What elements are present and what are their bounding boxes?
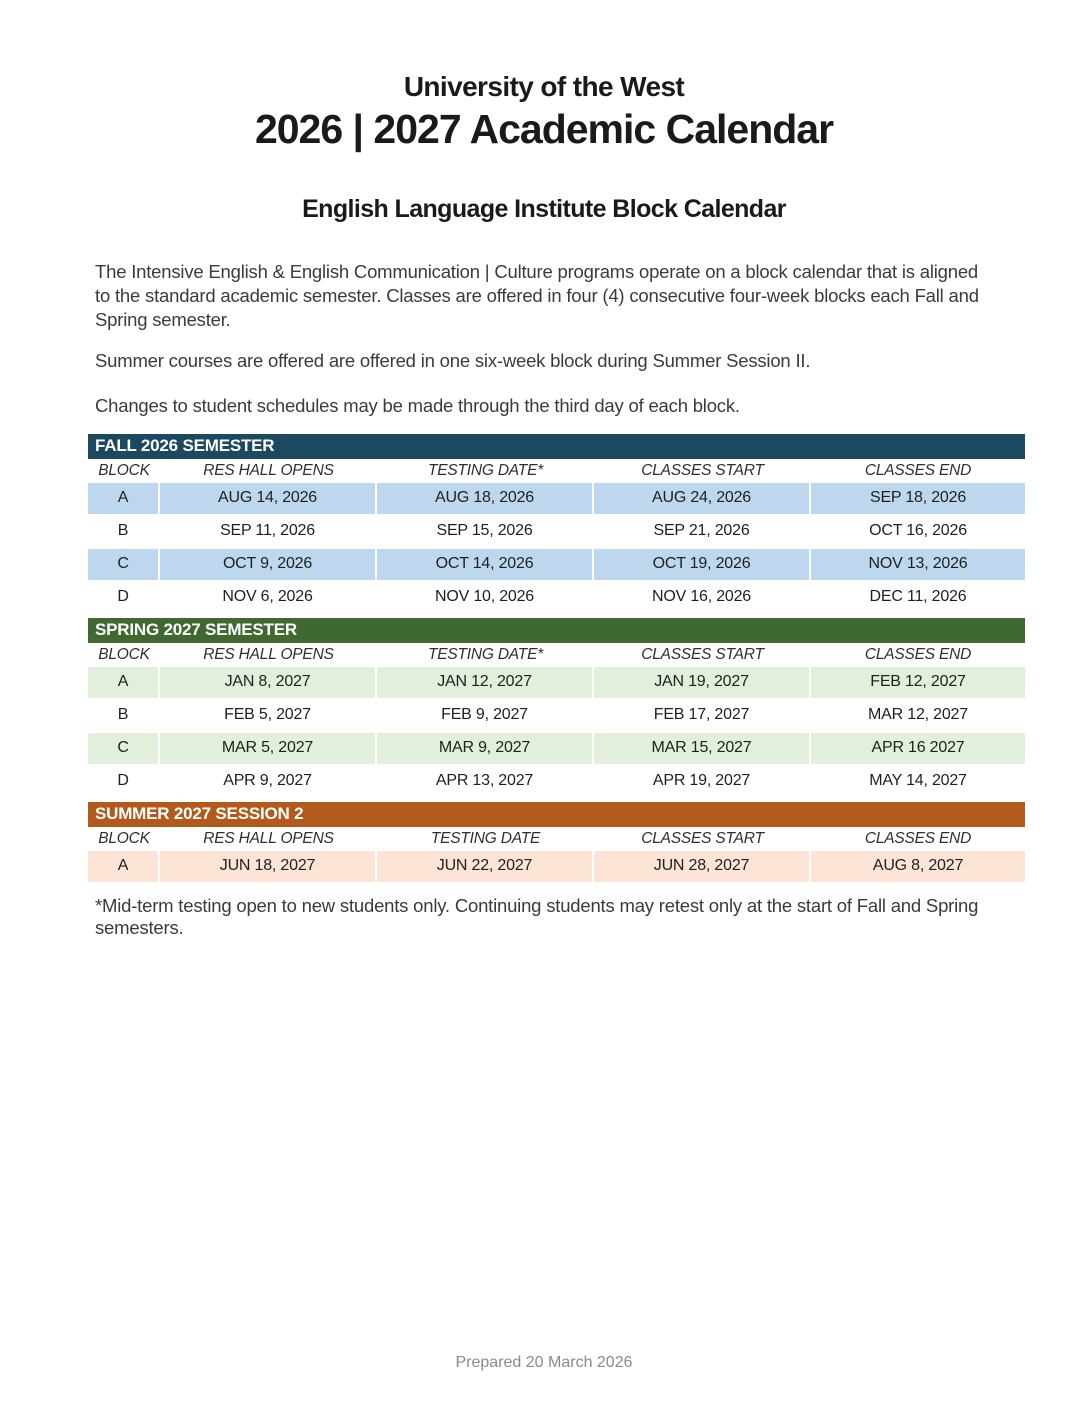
column-header-classes-start: CLASSES START	[641, 461, 764, 479]
cell-block: C	[88, 549, 160, 580]
cell-block: A	[88, 483, 160, 514]
intro-paragraph-2: Summer courses are offered are offered in one six-week block during Summer Session II.	[95, 349, 811, 371]
block-calendar-tables	[88, 434, 1025, 884]
cell-classes-start: AUG 24, 2026	[594, 483, 811, 514]
cell-block: D	[88, 582, 160, 613]
section-spring-2027	[88, 618, 1025, 799]
column-header-testing-date: TESTING DATE*	[427, 645, 544, 663]
cell-testing-date: JUN 22, 2027	[377, 851, 594, 882]
cell-classes-start: NOV 16, 2026	[594, 582, 811, 613]
cell-res-hall: OCT 9, 2026	[160, 549, 377, 580]
table-row	[88, 483, 1025, 516]
cell-testing-date: JAN 12, 2027	[377, 667, 594, 698]
table-row	[88, 700, 1025, 733]
cell-testing-date: OCT 14, 2026	[377, 549, 594, 580]
cell-res-hall: MAR 5, 2027	[160, 733, 377, 764]
table-row	[88, 549, 1025, 582]
cell-block: C	[88, 733, 160, 764]
document-header	[0, 0, 1088, 224]
cell-block: B	[88, 700, 160, 731]
table-row	[88, 766, 1025, 799]
section-title-fall: FALL 2026 SEMESTER	[88, 434, 1025, 459]
cell-testing-date: SEP 15, 2026	[377, 516, 594, 547]
section-fall-2026	[88, 434, 1025, 615]
cell-classes-end: MAY 14, 2027	[869, 772, 967, 790]
footnote: *Mid-term testing open to new students only. Continuing students may retest only at the start of Fall and Spring semesters.	[95, 894, 979, 938]
cell-res-hall: JUN 18, 2027	[160, 851, 377, 882]
cell-block: D	[88, 766, 160, 797]
cell-block: A	[88, 667, 160, 698]
cell-testing-date: FEB 9, 2027	[377, 700, 594, 731]
cell-classes-end: FEB 12, 2027	[870, 673, 966, 691]
intro-paragraph-3: Changes to student schedules may be made through the third day of each block.	[95, 394, 740, 416]
table-row	[88, 582, 1025, 615]
cell-classes-start: JAN 19, 2027	[594, 667, 811, 698]
section-title-summer: SUMMER 2027 SESSION 2	[88, 802, 1025, 827]
cell-block: B	[88, 516, 160, 547]
column-header-testing-date: TESTING DATE*	[427, 461, 544, 479]
cell-testing-date: AUG 18, 2026	[377, 483, 594, 514]
table-row	[88, 516, 1025, 549]
cell-classes-end: AUG 8, 2027	[872, 857, 964, 875]
cell-res-hall: SEP 11, 2026	[160, 516, 377, 547]
column-header-res-hall: RES HALL OPENS	[203, 829, 334, 847]
cell-testing-date: NOV 10, 2026	[377, 582, 594, 613]
cell-classes-end: MAR 12, 2027	[868, 706, 968, 724]
column-header-block: BLOCK	[98, 645, 150, 663]
cell-block: A	[88, 851, 160, 882]
cell-res-hall: FEB 5, 2027	[160, 700, 377, 731]
cell-classes-end: DEC 11, 2026	[869, 588, 967, 606]
column-header-row	[88, 827, 1025, 851]
cell-classes-start: APR 19, 2027	[594, 766, 811, 797]
cell-classes-end: SEP 18, 2026	[869, 489, 967, 507]
intro-paragraph-1: The Intensive English & English Communication | Culture programs operate on a block calendar that is aligned to the standard academic semester. Classes are offered in four (4) consecutive four-week blocks each Fall and Spring semester.	[95, 260, 979, 330]
cell-classes-start: FEB 17, 2027	[594, 700, 811, 731]
column-header-classes-end: CLASSES END	[864, 645, 972, 663]
cell-res-hall: AUG 14, 2026	[160, 483, 377, 514]
document-title: 2026 | 2027 Academic Calendar	[254, 105, 834, 152]
column-header-classes-end: CLASSES END	[864, 829, 972, 847]
section-summer-2027	[88, 802, 1025, 884]
column-header-classes-start: CLASSES START	[641, 829, 764, 847]
column-header-row	[88, 643, 1025, 667]
intro-paragraphs	[95, 260, 988, 418]
column-header-row	[88, 459, 1025, 483]
organization-name: University of the West	[403, 71, 685, 102]
cell-classes-start: SEP 21, 2026	[594, 516, 811, 547]
cell-classes-start: OCT 19, 2026	[594, 549, 811, 580]
table-row	[88, 667, 1025, 700]
prepared-date-footer: Prepared 20 March 2026	[455, 1354, 633, 1371]
column-header-classes-start: CLASSES START	[641, 645, 764, 663]
column-header-testing-date: TESTING DATE	[430, 829, 541, 847]
column-header-block: BLOCK	[98, 829, 150, 847]
cell-classes-end: OCT 16, 2026	[869, 522, 967, 540]
column-header-res-hall: RES HALL OPENS	[203, 645, 334, 663]
column-header-block: BLOCK	[98, 461, 150, 479]
column-header-res-hall: RES HALL OPENS	[203, 461, 334, 479]
document-subtitle: English Language Institute Block Calendar	[302, 194, 786, 223]
cell-classes-start: MAR 15, 2027	[594, 733, 811, 764]
cell-classes-start: JUN 28, 2027	[594, 851, 811, 882]
cell-testing-date: MAR 9, 2027	[377, 733, 594, 764]
cell-res-hall: NOV 6, 2026	[160, 582, 377, 613]
cell-classes-end: NOV 13, 2026	[868, 555, 968, 573]
column-header-classes-end: CLASSES END	[864, 461, 972, 479]
cell-res-hall: APR 9, 2027	[160, 766, 377, 797]
section-title-spring: SPRING 2027 SEMESTER	[88, 618, 1025, 643]
cell-testing-date: APR 13, 2027	[377, 766, 594, 797]
cell-classes-end: APR 16 2027	[871, 739, 965, 757]
table-row	[88, 851, 1025, 884]
cell-res-hall: JAN 8, 2027	[160, 667, 377, 698]
table-row	[88, 733, 1025, 766]
